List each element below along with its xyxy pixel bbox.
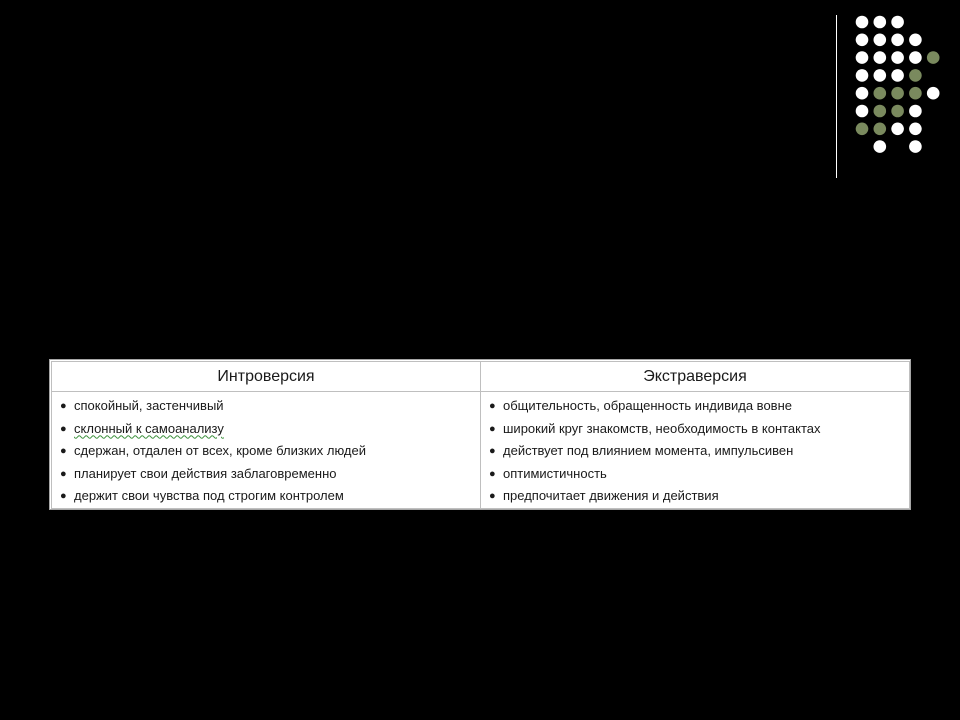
green-dot	[909, 87, 922, 100]
white-dot	[909, 105, 922, 118]
list-item: ● широкий круг знакомств, необходимость в контактах	[489, 418, 903, 441]
bullet-icon: ●	[489, 467, 496, 480]
decorative-dot-grid	[0, 0, 960, 200]
header-extraversion: Экстраверсия	[481, 362, 910, 392]
list-item: ● оптимистичность	[489, 463, 903, 486]
white-dot	[874, 140, 887, 153]
list-item: ● спокойный, застенчивый	[60, 395, 474, 418]
white-dot	[909, 123, 922, 136]
bullet-icon: ●	[60, 490, 67, 502]
bullet-icon: ●	[489, 490, 496, 502]
white-dot	[874, 34, 887, 47]
green-dot	[874, 87, 887, 100]
introversion-cell	[52, 392, 481, 509]
green-dot	[909, 69, 922, 82]
white-dot	[891, 51, 904, 64]
green-dot	[891, 105, 904, 118]
white-dot	[856, 34, 869, 47]
white-dot	[909, 51, 922, 64]
white-dot	[856, 69, 869, 82]
green-dot	[927, 51, 940, 64]
bullet-icon: ●	[60, 467, 67, 480]
white-dot	[909, 140, 922, 153]
white-dot	[874, 16, 887, 29]
bullet-icon: ●	[60, 445, 67, 457]
bullet-icon: ●	[489, 445, 496, 457]
list-item: ● склонный к самоанализу	[60, 418, 474, 441]
white-dot	[891, 34, 904, 47]
list-item: ● сдержан, отдален от всех, кроме близких людей	[60, 440, 474, 463]
white-dot	[891, 123, 904, 136]
list-item: ● планирует свои действия заблаговременно	[60, 463, 474, 486]
white-dot	[874, 51, 887, 64]
white-dot	[874, 69, 887, 82]
white-dot	[856, 87, 869, 100]
white-dot	[891, 16, 904, 29]
green-dot	[874, 123, 887, 136]
header-introversion: Интроверсия	[52, 362, 481, 392]
white-dot	[856, 16, 869, 29]
green-dot	[891, 87, 904, 100]
white-dot	[891, 69, 904, 82]
white-dot	[856, 105, 869, 118]
list-item: ● общительность, обращенность индивида вовне	[489, 395, 903, 418]
slide-decoration	[0, 0, 960, 200]
bullet-icon: ●	[60, 422, 67, 435]
extraversion-cell	[481, 392, 910, 509]
bullet-icon: ●	[489, 422, 496, 435]
list-item: ● действует под влиянием момента, импульсивен	[489, 440, 903, 463]
white-dot	[856, 51, 869, 64]
green-dot	[874, 105, 887, 118]
white-dot	[927, 87, 940, 100]
white-dot	[909, 34, 922, 47]
list-item: ● держит свои чувства под строгим контролем	[60, 485, 474, 508]
bullet-icon: ●	[489, 400, 496, 412]
green-dot	[856, 123, 869, 136]
list-item: ● предпочитает движения и действия	[489, 485, 903, 508]
bullet-icon: ●	[60, 400, 67, 412]
comparison-table	[49, 359, 911, 510]
